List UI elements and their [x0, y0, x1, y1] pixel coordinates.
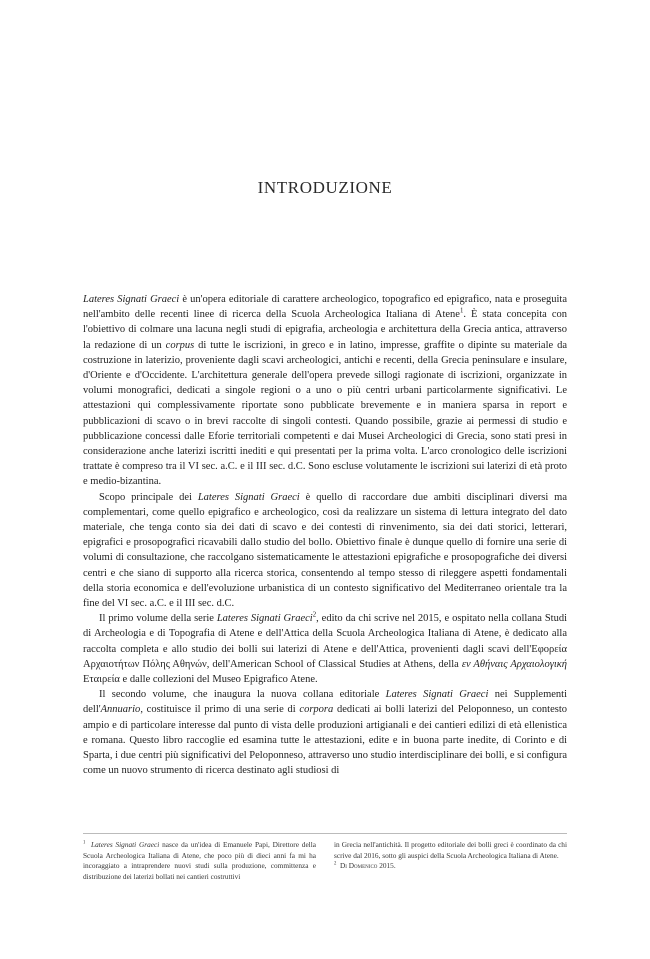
- footnote-ref-1[interactable]: 1: [459, 307, 464, 315]
- citation-author: Di Domenico: [340, 861, 378, 870]
- text-run: Scopo principale dei: [99, 491, 198, 503]
- footnote-1: [83, 840, 316, 882]
- text-run: nasce da un'idea di Emanuele Papi, Direttore della Scuola Archeologica Italiana di Atene, che poco più di dieci anni fa mi ha incoraggiato a intraprendere nuovi studi sulla produzione, committenza e distribuzione dei laterizi bollati nei cantieri costruttivi: [83, 840, 316, 881]
- text-run: Il primo volume della serie: [99, 613, 217, 625]
- text-run: nei Supplementi dell': [83, 689, 567, 716]
- page-title: INTRODUZIONE: [257, 178, 393, 197]
- text-run: Il secondo volume, che inaugura la nuova collana editoriale: [99, 689, 386, 701]
- italic-term: corpus: [165, 339, 195, 351]
- footnote-2: [334, 861, 567, 872]
- body-text: [83, 292, 567, 779]
- footnote-column-left: [83, 840, 316, 882]
- paragraph-3: [83, 611, 567, 687]
- paragraph-2: [83, 490, 567, 612]
- text-run: di tutte le iscrizioni, in greco e in latino, impresse, graffite o dipinte su materiale da costruzione in laterizio, proveniente dagli scavi archeologici, antichi e recenti, della Grecia peninsulare e insulare, d'Oriente e d'Occidente. L'architettura generale dell'opera prevede sillogi ragionate di iscrizioni, organizzate in volumi monografici, dedicati a singole regioni o a uno o più centri urbani particolarmente significativi. Le attestazioni qui complessivamente riportate sono pubblicate brevemente e in maniera sparsa in report e pubblicazioni di scavo o in brevi raccolte di singoli contesti. Quando possibile, grazie ai permessi di studio e pubblicazione concessi dalle Eforie territoriali competenti e dai Musei Archeologici di Grecia, sono stati presi in considerazione anche laterizi iscritti inediti e qui presentati per la prima volta. L'arco cronologico delle iscrizioni trattate è compreso tra il VI sec. a.C. e il III sec. d.C. Sono escluse volutamente le iscrizioni sui laterizi di età proto e medio-bizantina.: [83, 339, 567, 488]
- footnote-divider: [83, 833, 567, 834]
- text-run: dedicati ai bolli laterizi del Peloponneso, un contesto ampio e di particolare interesse dal punto di vista delle produzioni artigianali e dei cantieri edilizi di età ellenistica e romana. Questo libro raccoglie ed esamina tutte le attestazioni, edite e in buona parte inedite, di Corinto e di Sparta, i due centri più significativi del Peloponneso, attraverso uno studio interdisciplinare dei bolli, e si configura come un nuovo strumento di ricerca destinato agli studiosi di: [83, 704, 567, 777]
- italic-term: corpora: [299, 704, 334, 716]
- italic-term: Lateres Signati Graeci: [216, 613, 313, 625]
- footnote-ref-2[interactable]: 2: [312, 611, 317, 619]
- text-run: . È stata concepita con l'obiettivo di colmare una lacuna negli studi di epigrafia, archeologia e architettura della Grecia antica, attraverso la redazione di un: [83, 309, 567, 351]
- footnote-marker: 2: [334, 861, 337, 867]
- paragraph-4: [83, 687, 567, 778]
- text-run: è quello di raccordare due ambiti disciplinari diversi ma complementari, come quello epigrafico e archeologico, così da realizzare un sistema di lettura integrato del dato materiale, che tenga conto sia dei dati di scavo e dei contesti di rinvenimento, sia dei dati storici, letterari, epigrafici e prosopografici ricavabili dallo studio del bollo. Obiettivo finale è dunque quello di fornire una serie di volumi di consultazione, che raccolgano sistematicamente le attestazioni epigrafiche e prosopografiche dei diversi centri e che siano di supporto alla ricerca storica, consentendo al tempo stesso di rileggere aspetti fondamentali della storia economica e dell'evoluzione urbanistica di un contesto significativo del Mediterraneo orientale tra la fine del VI sec. a.C. e il III sec. d.C.: [83, 491, 567, 610]
- footnote-marker: 1: [83, 840, 86, 846]
- italic-term: Annuario: [100, 704, 141, 716]
- italic-term: εν Αθήναις Αρχαιολογική: [461, 658, 567, 670]
- italic-term: Lateres Signati Graeci: [385, 689, 489, 701]
- text-run: è un'opera editoriale di carattere archeologico, topografico ed epigrafico, nata e proseguita nell'ambito delle recenti linee di ricerca della Scuola Archeologica Italiana di Atene: [83, 294, 567, 321]
- footnotes: [83, 840, 567, 882]
- italic-term: Lateres Signati Graeci: [83, 294, 180, 305]
- text-run: Εταιρεία e dalle collezioni del Museo Epigrafico Atene.: [83, 674, 318, 686]
- text-run: , costituisce il primo di una serie di: [140, 704, 300, 716]
- italic-term: Lateres Signati Graeci: [197, 491, 300, 503]
- footnote-1-continued: in Grecia nell'antichità. Il progetto editoriale dei bolli greci è coordinato da chi scrive dal 2016, sotto gli auspici della Scuola Archeologica Italiana di Atene.: [334, 840, 567, 860]
- italic-term: Lateres Signati Graeci: [91, 840, 160, 849]
- footnote-column-right: [334, 840, 567, 882]
- paragraph-1: [83, 292, 567, 490]
- text-run: 2015.: [377, 861, 396, 870]
- text-run: , edito da chi scrive nel 2015, e ospitato nella collana Studi di Archeologia e di Topografia di Atene e dell'Attica della Scuola Archeologica Italiana di Atene, è dedicato alla raccolta completa e allo studio dei bolli sui laterizi di Atene e dell'Attica, provenienti dagli scavi dell'Εφορεία Αρχαιοτήτων Πόλης Αθηνών, dell'American School of Classical Studies at Athens, della: [83, 613, 567, 670]
